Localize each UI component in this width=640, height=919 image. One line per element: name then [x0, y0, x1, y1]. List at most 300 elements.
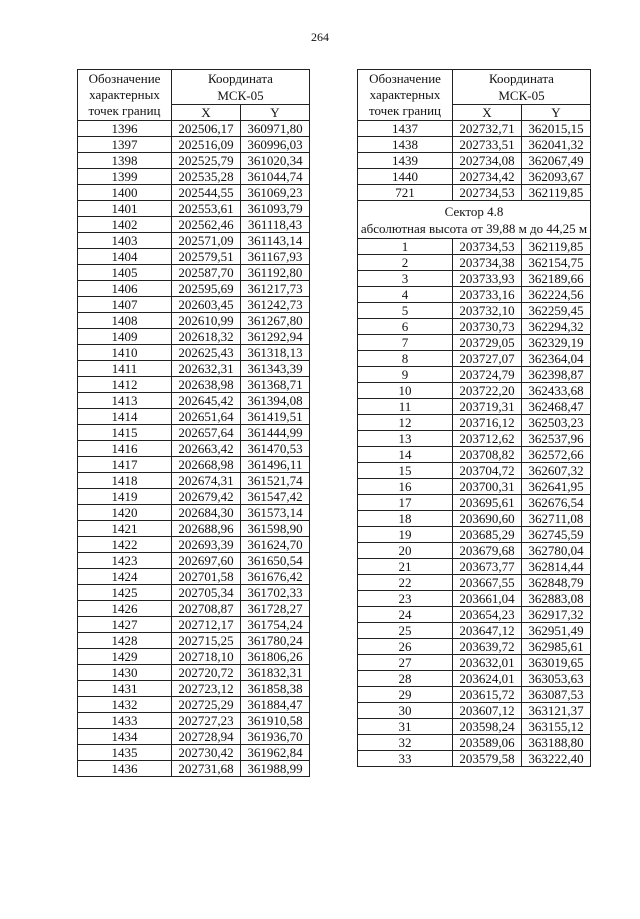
table-row	[78, 553, 310, 569]
table-row	[358, 463, 591, 479]
x-cell: 203708,82	[453, 447, 522, 463]
point-id-cell: 1398	[78, 153, 172, 169]
table-row	[78, 313, 310, 329]
y-cell: 361884,47	[241, 697, 310, 713]
table-row	[358, 719, 591, 735]
point-id-cell: 12	[358, 415, 453, 431]
y-cell: 361780,24	[241, 633, 310, 649]
point-id-cell: 20	[358, 543, 453, 559]
table-row	[78, 697, 310, 713]
x-cell: 202688,96	[172, 521, 241, 537]
x-header: X	[172, 105, 241, 121]
x-cell: 202625,43	[172, 345, 241, 361]
x-cell: 202516,09	[172, 137, 241, 153]
point-id-cell: 1425	[78, 585, 172, 601]
x-cell: 203712,62	[453, 431, 522, 447]
sector-subtitle: абсолютная высота от 39,88 м до 44,25 м	[360, 221, 588, 236]
y-cell: 362537,96	[522, 431, 591, 447]
table-row	[358, 687, 591, 703]
y-cell: 363155,12	[522, 719, 591, 735]
table-row	[358, 335, 591, 351]
y-cell: 362154,75	[522, 255, 591, 271]
table-row	[358, 703, 591, 719]
table-row	[78, 233, 310, 249]
y-cell: 361069,23	[241, 185, 310, 201]
sector-section	[358, 201, 591, 239]
table-row	[78, 393, 310, 409]
table-row	[78, 489, 310, 505]
x-cell: 202701,58	[172, 569, 241, 585]
point-id-cell: 1428	[78, 633, 172, 649]
y-cell: 361292,94	[241, 329, 310, 345]
table-row	[78, 633, 310, 649]
y-cell: 361267,80	[241, 313, 310, 329]
x-cell: 202651,64	[172, 409, 241, 425]
x-cell: 202663,42	[172, 441, 241, 457]
point-id-cell: 1421	[78, 521, 172, 537]
y-cell: 361754,24	[241, 617, 310, 633]
y-cell: 362468,47	[522, 399, 591, 415]
y-cell: 362503,23	[522, 415, 591, 431]
point-id-cell: 8	[358, 351, 453, 367]
y-cell: 362364,04	[522, 351, 591, 367]
x-cell: 203654,23	[453, 607, 522, 623]
x-header: X	[453, 105, 522, 121]
y-cell: 362224,56	[522, 287, 591, 303]
table-row	[78, 153, 310, 169]
x-cell: 202730,42	[172, 745, 241, 761]
y-cell: 361192,80	[241, 265, 310, 281]
y-cell: 362848,79	[522, 575, 591, 591]
table-row	[78, 441, 310, 457]
point-id-cell: 1410	[78, 345, 172, 361]
point-id-cell: 1407	[78, 297, 172, 313]
table-row	[358, 591, 591, 607]
point-id-cell: 3	[358, 271, 453, 287]
table-row	[358, 121, 591, 137]
point-id-cell: 1423	[78, 553, 172, 569]
x-cell: 202712,17	[172, 617, 241, 633]
x-cell: 202544,55	[172, 185, 241, 201]
table-row	[358, 479, 591, 495]
table-row	[358, 431, 591, 447]
y-cell: 361547,42	[241, 489, 310, 505]
point-id-cell: 1420	[78, 505, 172, 521]
point-id-cell: 21	[358, 559, 453, 575]
x-cell: 203733,93	[453, 271, 522, 287]
table-row	[78, 137, 310, 153]
point-id-cell: 1406	[78, 281, 172, 297]
table-row	[358, 271, 591, 287]
table-row	[78, 505, 310, 521]
table-row	[358, 655, 591, 671]
x-cell: 203685,29	[453, 527, 522, 543]
point-id-cell: 2	[358, 255, 453, 271]
x-cell: 202731,68	[172, 761, 241, 777]
table-row	[358, 735, 591, 751]
y-cell: 361858,38	[241, 681, 310, 697]
point-id-cell: 1436	[78, 761, 172, 777]
x-cell: 203579,58	[453, 751, 522, 767]
y-cell: 361318,13	[241, 345, 310, 361]
table-row	[358, 511, 591, 527]
table-row	[78, 281, 310, 297]
y-cell: 363188,80	[522, 735, 591, 751]
x-cell: 202638,98	[172, 377, 241, 393]
x-cell: 202734,53	[453, 185, 522, 201]
point-id-cell: 1427	[78, 617, 172, 633]
y-cell: 362985,61	[522, 639, 591, 655]
point-id-cell: 1401	[78, 201, 172, 217]
point-id-cell: 30	[358, 703, 453, 719]
x-cell: 203639,72	[453, 639, 522, 655]
x-cell: 202734,08	[453, 153, 522, 169]
point-id-cell: 1414	[78, 409, 172, 425]
point-id-cell: 26	[358, 639, 453, 655]
x-cell: 202668,98	[172, 457, 241, 473]
table-row	[78, 601, 310, 617]
y-cell: 361832,31	[241, 665, 310, 681]
point-id-cell: 1433	[78, 713, 172, 729]
x-cell: 203667,55	[453, 575, 522, 591]
table-row	[78, 249, 310, 265]
table-row	[78, 217, 310, 233]
x-cell: 202645,42	[172, 393, 241, 409]
point-id-cell: 4	[358, 287, 453, 303]
y-cell: 362119,85	[522, 185, 591, 201]
x-cell: 203607,12	[453, 703, 522, 719]
point-id-cell: 19	[358, 527, 453, 543]
point-id-cell: 29	[358, 687, 453, 703]
x-cell: 203679,68	[453, 543, 522, 559]
point-id-cell: 1429	[78, 649, 172, 665]
point-id-cell: 31	[358, 719, 453, 735]
point-id-cell: 1432	[78, 697, 172, 713]
x-cell: 202679,42	[172, 489, 241, 505]
x-cell: 202595,69	[172, 281, 241, 297]
coordinates-table-left	[77, 69, 310, 777]
y-cell: 361044,74	[241, 169, 310, 185]
table-row	[358, 543, 591, 559]
x-cell: 202715,25	[172, 633, 241, 649]
y-header: Y	[241, 105, 310, 121]
y-cell: 360971,80	[241, 121, 310, 137]
table-row	[78, 377, 310, 393]
point-id-cell: 1408	[78, 313, 172, 329]
x-cell: 203615,72	[453, 687, 522, 703]
coordinate-header: Координата МСК-05	[453, 70, 591, 105]
x-cell: 202697,60	[172, 553, 241, 569]
point-id-cell: 1419	[78, 489, 172, 505]
point-id-cell: 33	[358, 751, 453, 767]
sector-row	[358, 201, 591, 239]
x-cell: 203673,77	[453, 559, 522, 575]
x-cell: 203724,79	[453, 367, 522, 383]
x-cell: 203695,61	[453, 495, 522, 511]
y-cell: 362093,67	[522, 169, 591, 185]
y-cell: 361470,53	[241, 441, 310, 457]
table-row	[358, 351, 591, 367]
x-cell: 202734,42	[453, 169, 522, 185]
point-id-cell: 1405	[78, 265, 172, 281]
x-cell: 202718,10	[172, 649, 241, 665]
point-id-cell: 1424	[78, 569, 172, 585]
table-row	[358, 239, 591, 255]
point-id-cell: 1415	[78, 425, 172, 441]
table-row	[78, 585, 310, 601]
table-row	[358, 623, 591, 639]
right-table-body-top	[358, 121, 591, 201]
table-row	[78, 729, 310, 745]
y-cell: 363053,63	[522, 671, 591, 687]
y-cell: 362917,32	[522, 607, 591, 623]
point-id-cell: 25	[358, 623, 453, 639]
point-id-cell: 1397	[78, 137, 172, 153]
point-id-cell: 1434	[78, 729, 172, 745]
y-cell: 361806,26	[241, 649, 310, 665]
y-cell: 362259,45	[522, 303, 591, 319]
table-row	[78, 617, 310, 633]
table-row	[78, 265, 310, 281]
y-cell: 362015,15	[522, 121, 591, 137]
y-cell: 360996,03	[241, 137, 310, 153]
table-row	[78, 201, 310, 217]
point-id-cell: 1404	[78, 249, 172, 265]
table-row	[358, 639, 591, 655]
point-id-cell: 1438	[358, 137, 453, 153]
table-row	[358, 399, 591, 415]
table-row	[358, 169, 591, 185]
table-row	[78, 169, 310, 185]
x-cell: 202535,28	[172, 169, 241, 185]
point-id-cell: 10	[358, 383, 453, 399]
table-row	[358, 255, 591, 271]
y-cell: 362572,66	[522, 447, 591, 463]
designation-header: Обозначение характерных точек границ	[78, 70, 172, 121]
y-cell: 362951,49	[522, 623, 591, 639]
x-cell: 203729,05	[453, 335, 522, 351]
point-id-cell: 27	[358, 655, 453, 671]
y-cell: 361624,70	[241, 537, 310, 553]
x-cell: 202727,23	[172, 713, 241, 729]
y-cell: 362676,54	[522, 495, 591, 511]
table-row	[358, 383, 591, 399]
point-id-cell: 1418	[78, 473, 172, 489]
x-cell: 203704,72	[453, 463, 522, 479]
point-id-cell: 1439	[358, 153, 453, 169]
point-id-cell: 1417	[78, 457, 172, 473]
table-row	[358, 607, 591, 623]
point-id-cell: 9	[358, 367, 453, 383]
table-row	[358, 671, 591, 687]
point-id-cell: 1430	[78, 665, 172, 681]
point-id-cell: 1400	[78, 185, 172, 201]
y-header: Y	[522, 105, 591, 121]
point-id-cell: 1413	[78, 393, 172, 409]
point-id-cell: 15	[358, 463, 453, 479]
y-cell: 361118,43	[241, 217, 310, 233]
table-row	[78, 569, 310, 585]
y-cell: 362329,19	[522, 335, 591, 351]
y-cell: 362745,59	[522, 527, 591, 543]
table-row	[358, 303, 591, 319]
point-id-cell: 18	[358, 511, 453, 527]
table-row	[78, 457, 310, 473]
point-id-cell: 5	[358, 303, 453, 319]
table-row	[78, 681, 310, 697]
x-cell: 202525,79	[172, 153, 241, 169]
y-cell: 361650,54	[241, 553, 310, 569]
y-cell: 361573,14	[241, 505, 310, 521]
x-cell: 202579,51	[172, 249, 241, 265]
table-row	[78, 121, 310, 137]
table-row	[78, 185, 310, 201]
point-id-cell: 23	[358, 591, 453, 607]
point-id-cell: 1399	[78, 169, 172, 185]
y-cell: 361676,42	[241, 569, 310, 585]
point-id-cell: 1422	[78, 537, 172, 553]
y-cell: 361143,14	[241, 233, 310, 249]
point-id-cell: 1431	[78, 681, 172, 697]
table-row	[78, 297, 310, 313]
page-number: 264	[311, 30, 329, 44]
x-cell: 202506,17	[172, 121, 241, 137]
table-row	[78, 345, 310, 361]
point-id-cell: 1416	[78, 441, 172, 457]
y-cell: 361368,71	[241, 377, 310, 393]
x-cell: 202723,12	[172, 681, 241, 697]
table-row	[78, 521, 310, 537]
y-cell: 361217,73	[241, 281, 310, 297]
x-cell: 203661,04	[453, 591, 522, 607]
y-cell: 361936,70	[241, 729, 310, 745]
y-cell: 362883,08	[522, 591, 591, 607]
x-cell: 202657,64	[172, 425, 241, 441]
table-row	[358, 137, 591, 153]
table-row	[358, 287, 591, 303]
point-id-cell: 13	[358, 431, 453, 447]
coordinate-header: Координата МСК-05	[172, 70, 310, 105]
x-cell: 203730,73	[453, 319, 522, 335]
y-cell: 362780,04	[522, 543, 591, 559]
y-cell: 361962,84	[241, 745, 310, 761]
x-cell: 203647,12	[453, 623, 522, 639]
point-id-cell: 22	[358, 575, 453, 591]
x-cell: 202674,31	[172, 473, 241, 489]
table-row	[358, 751, 591, 767]
y-cell: 361521,74	[241, 473, 310, 489]
y-cell: 361728,27	[241, 601, 310, 617]
y-cell: 362711,08	[522, 511, 591, 527]
y-cell: 361343,39	[241, 361, 310, 377]
point-id-cell: 1409	[78, 329, 172, 345]
x-cell: 202603,45	[172, 297, 241, 313]
table-row	[358, 153, 591, 169]
y-cell: 361242,73	[241, 297, 310, 313]
x-cell: 202728,94	[172, 729, 241, 745]
x-cell: 203734,38	[453, 255, 522, 271]
table-row	[78, 409, 310, 425]
y-cell: 363019,65	[522, 655, 591, 671]
sector-title: Сектор 4.8	[444, 204, 504, 219]
y-cell: 361702,33	[241, 585, 310, 601]
table-row	[358, 495, 591, 511]
x-cell: 203690,60	[453, 511, 522, 527]
x-cell: 202733,51	[453, 137, 522, 153]
table-row	[78, 537, 310, 553]
y-cell: 361020,34	[241, 153, 310, 169]
point-id-cell: 1396	[78, 121, 172, 137]
table-row	[358, 447, 591, 463]
y-cell: 362119,85	[522, 239, 591, 255]
x-cell: 202705,34	[172, 585, 241, 601]
point-id-cell: 1411	[78, 361, 172, 377]
point-id-cell: 1	[358, 239, 453, 255]
y-cell: 363222,40	[522, 751, 591, 767]
point-id-cell: 32	[358, 735, 453, 751]
x-cell: 203732,10	[453, 303, 522, 319]
table-row	[78, 329, 310, 345]
x-cell: 203733,16	[453, 287, 522, 303]
sector-cell	[358, 201, 591, 239]
table-row	[358, 319, 591, 335]
x-cell: 202587,70	[172, 265, 241, 281]
table-row	[78, 425, 310, 441]
y-cell: 362607,32	[522, 463, 591, 479]
y-cell: 362189,66	[522, 271, 591, 287]
point-id-cell: 28	[358, 671, 453, 687]
point-id-cell: 24	[358, 607, 453, 623]
point-id-cell: 11	[358, 399, 453, 415]
right-table-body-bottom	[358, 239, 591, 767]
point-id-cell: 1435	[78, 745, 172, 761]
y-cell: 362814,44	[522, 559, 591, 575]
x-cell: 202571,09	[172, 233, 241, 249]
x-cell: 203700,31	[453, 479, 522, 495]
table-row	[78, 361, 310, 377]
table-row	[78, 713, 310, 729]
point-id-cell: 1403	[78, 233, 172, 249]
table-row	[78, 745, 310, 761]
point-id-cell: 1402	[78, 217, 172, 233]
table-row	[358, 415, 591, 431]
point-id-cell: 1426	[78, 601, 172, 617]
x-cell: 202632,31	[172, 361, 241, 377]
y-cell: 361444,99	[241, 425, 310, 441]
x-cell: 203719,31	[453, 399, 522, 415]
y-cell: 362067,49	[522, 153, 591, 169]
point-id-cell: 721	[358, 185, 453, 201]
x-cell: 202693,39	[172, 537, 241, 553]
y-cell: 362433,68	[522, 383, 591, 399]
y-cell: 362641,95	[522, 479, 591, 495]
table-row	[358, 185, 591, 201]
table-row	[358, 559, 591, 575]
y-cell: 361496,11	[241, 457, 310, 473]
point-id-cell: 16	[358, 479, 453, 495]
x-cell: 203734,53	[453, 239, 522, 255]
x-cell: 202610,99	[172, 313, 241, 329]
x-cell: 203624,01	[453, 671, 522, 687]
x-cell: 203722,20	[453, 383, 522, 399]
y-cell: 361394,08	[241, 393, 310, 409]
left-table-body	[78, 121, 310, 777]
y-cell: 361419,51	[241, 409, 310, 425]
y-cell: 361988,99	[241, 761, 310, 777]
x-cell: 202553,61	[172, 201, 241, 217]
point-id-cell: 14	[358, 447, 453, 463]
x-cell: 202618,32	[172, 329, 241, 345]
